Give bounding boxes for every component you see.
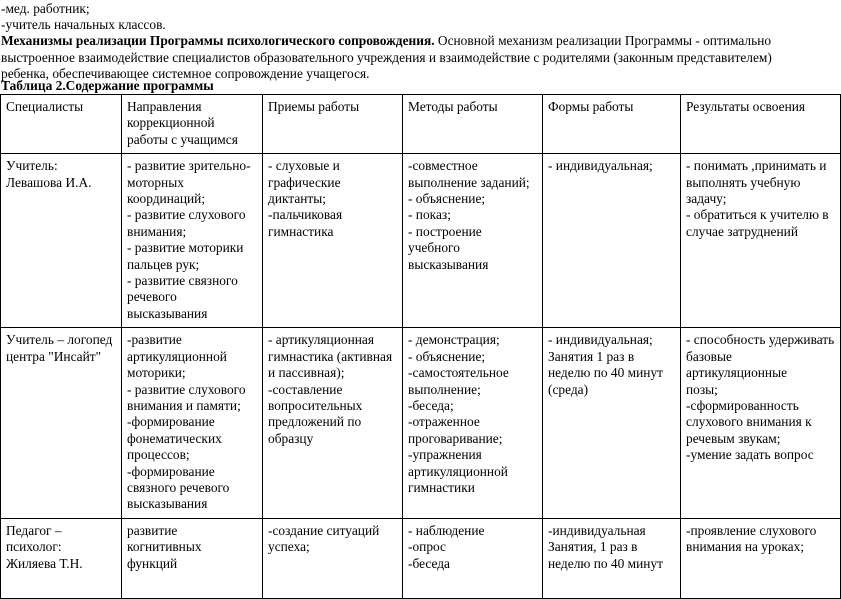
table-cell: развитие когнитивных функций <box>122 518 263 598</box>
table-cell: - развитие зрительно- моторных координаций; - развитие слухового внимания; - развитие моторики пальцев рук; - развитие связного речевого высказывания <box>122 154 263 328</box>
mechanisms-text: Основной механизм реализации Программы - оптимально выстроенное взаимодействие специалистов образовательного учреждения и взаимодействие с родителями (законным представителем) ребенка, обеспечивающее системное сопровождение учащегося. <box>1 33 772 81</box>
program-content-table <box>0 94 841 599</box>
table-cell: - понимать ,принимать и выполнять учебную задачу; - обратиться к учителю в случае затруднений <box>681 154 841 328</box>
table-cell: - демонстрация; - объяснение; -самостоятельное выполнение; -беседа; -отраженное проговаривание; -упражнения артикуляционной гимнастики <box>403 328 543 518</box>
table-cell: - наблюдение -опрос -беседа <box>403 518 543 598</box>
table-cell: - способность удерживать базовые артикуляционные позы; -сформированность слухового внимания к речевым звукам; -умение задать вопрос <box>681 328 841 518</box>
header-cell-results: Результаты освоения <box>681 95 841 154</box>
table-cell: -проявление слухового внимания на уроках; <box>681 518 841 598</box>
table-cell: - индивидуальная; <box>543 154 681 328</box>
table-cell: -создание ситуаций успеха; <box>263 518 403 598</box>
table-cell: Учитель: Левашова И.А. <box>1 154 122 328</box>
header-line-med: -мед. работник; <box>1 1 90 16</box>
table-cell: - артикуляционная гимнастика (активная и пассивная); -составление вопросительных предложений по образцу <box>263 328 403 518</box>
header-cell-techniques: Приемы работы <box>263 95 403 154</box>
header-line-teacher: -учитель начальных классов. <box>1 17 166 32</box>
table-cell: -индивидуальная Занятия, 1 раз в неделю по 40 минут <box>543 518 681 598</box>
table-row <box>1 154 841 328</box>
header-cell-forms: Формы работы <box>543 95 681 154</box>
table-row <box>1 328 841 518</box>
header-cell-specialists: Специалисты <box>1 95 122 154</box>
header-cell-directions: Направления коррекционной работы с учащимся <box>122 95 263 154</box>
table-cell: - слуховые и графические диктанты; -пальчиковая гимнастика <box>263 154 403 328</box>
table-row <box>1 518 841 598</box>
table-cell: Учитель – логопед центра "Инсайт" <box>1 328 122 518</box>
table-cell: Педагог – психолог: Жиляева Т.Н. <box>1 518 122 598</box>
mechanisms-paragraph <box>1 33 813 83</box>
header-cell-methods: Методы работы <box>403 95 543 154</box>
table-title: Таблица 2.Содержание программы <box>1 78 214 93</box>
mechanisms-heading: Механизмы реализации Программы психологического сопровождения. <box>1 33 435 48</box>
table-header-row <box>1 95 841 154</box>
table-cell: -совместное выполнение заданий; - объяснение; - показ; - построение учебного высказывания <box>403 154 543 328</box>
table-cell: -развитие артикуляционной моторики; - развитие слухового внимания и памяти; -формирование фонематических процессов; -формирование связного речевого высказывания <box>122 328 263 518</box>
table-cell: - индивидуальная; Занятия 1 раз в неделю по 40 минут (среда) <box>543 328 681 518</box>
